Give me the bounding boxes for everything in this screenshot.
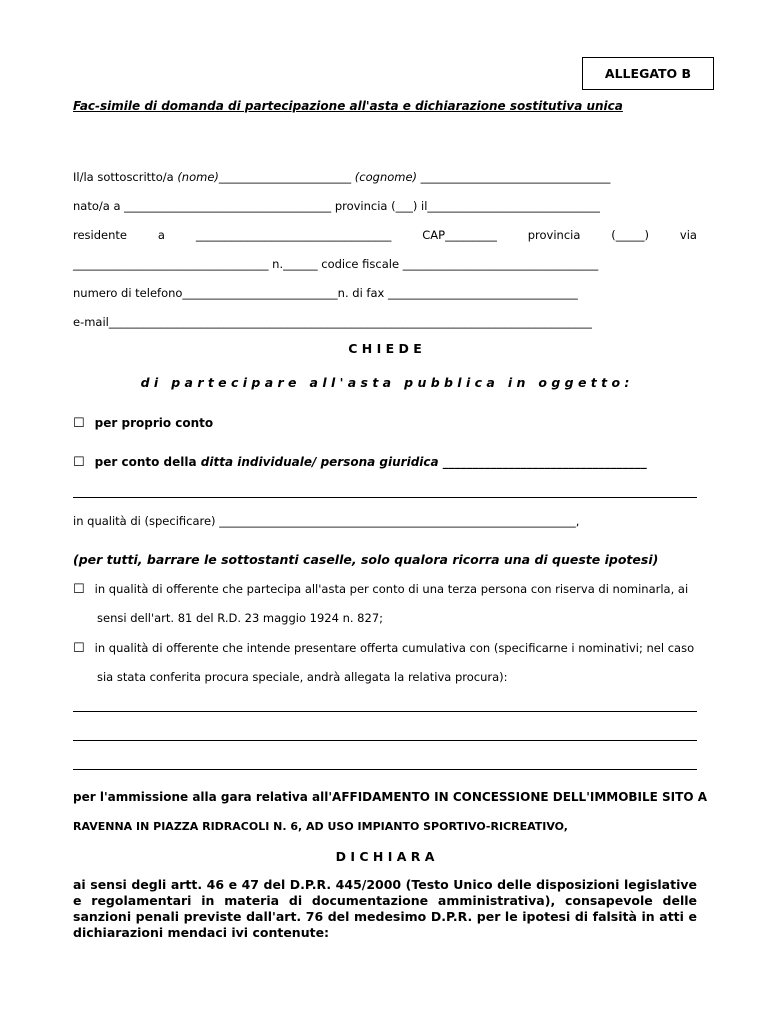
label-residente: residente [73,228,127,242]
field-row-qualita[interactable]: in qualità di (specificare) ______________________________________________________________, [73,514,580,528]
allegato-box [582,57,714,90]
ipotesi-item-2-text: in qualità di offerente che intende presentare offerta cumulativa con (specificarne i nominativi; nel caso [94,641,695,655]
field-row-codice-fiscale[interactable]: __________________________________ n.______ codice fiscale __________________________________ [73,257,599,271]
option-ditta-type: ditta individuale/ persona giuridica [200,455,439,469]
allegato-label: ALLEGATO B [604,66,692,81]
label-cognome: (cognome) [354,170,418,184]
field-row-email[interactable]: e-mail____________________________________________________________________________________ [73,315,592,329]
blank-line[interactable] [73,711,697,712]
blank-line[interactable] [73,740,697,741]
blank-provincia: (_____) [611,228,650,242]
checkbox-icon[interactable]: ☐ [73,582,85,597]
blank-nome: _______________________ [218,170,355,184]
ammissione-line-1: per l'ammissione alla gara relativa all'AFFIDAMENTO IN CONCESSIONE DELL'IMMOBILE SITO A [73,790,708,804]
ipotesi-item-2-cont: sia stata conferita procura speciale, andrà allegata la relativa procura): [97,670,508,684]
blank-cognome: _________________________________ [417,170,611,184]
option-proprio-conto[interactable] [73,416,213,431]
label-nome: (nome) [177,170,219,184]
ipotesi-heading: (per tutti, barrare le sottostanti caselle, solo qualora ricorra una di queste ipotesi) [73,552,659,567]
form-subtitle: Fac-simile di domanda di partecipazione all'asta e dichiarazione sostitutiva unica [73,99,623,113]
checkbox-icon[interactable]: ☐ [73,455,85,470]
option-proprio-label: per proprio conto [94,416,214,430]
dichiara-text: ai sensi degli artt. 46 e 47 del D.P.R. 445/2000 (Testo Unico delle disposizioni legislative e regolamentari in materia di documentazione amministrativa), consapevole delle sanzioni penali previste dall'art. 76 del medesimo D.P.R. per le ipotesi di falsità in atti e dichiarazioni mendaci ivi contenute: [73,877,697,940]
ipotesi-item-1-text: in qualità di offerente che partecipa all'asta per conto di una terza persona con riserva di nominarla, ai [94,582,689,596]
option-ditta[interactable] [73,455,647,470]
ipotesi-item-1[interactable] [73,582,688,597]
dichiara-title: D I C H I A R A [335,849,435,864]
label-cap: CAP_________ [422,228,497,242]
ammissione-line-2: RAVENNA IN PIAZZA RIDRACOLI N. 6, AD USO IMPIANTO SPORTIVO-RICREATIVO, [73,820,568,833]
blank-line[interactable] [73,497,697,498]
checkbox-icon[interactable]: ☐ [73,641,85,656]
field-row-nome[interactable] [73,170,610,184]
checkbox-icon[interactable]: ☐ [73,416,85,431]
option-ditta-label: per conto della [94,455,201,469]
ipotesi-item-2[interactable] [73,641,694,656]
field-row-nascita[interactable]: nato/a a ____________________________________ provincia (___) il______________________________ [73,199,600,213]
label-sottoscritto: Il/la sottoscritto/a [73,170,178,184]
chiede-title: C H I E D E [348,341,422,356]
label-via: via [679,228,697,242]
label-provincia: provincia [527,228,581,242]
blank-line[interactable] [73,769,697,770]
field-row-telefono[interactable]: numero di telefono___________________________n. di fax _________________________________ [73,286,578,300]
ipotesi-item-1-cont: sensi dell'art. 81 del R.D. 23 maggio 1924 n. 827; [97,611,384,625]
blank-residenza: __________________________________ [195,228,392,242]
blank-ditta: __________________________________ [438,455,647,469]
label-a: a [157,228,165,242]
field-row-residenza[interactable] [73,228,697,242]
chiede-subtitle: d i p a r t e c i p a r e a l l ' a s t a p u b b l i c a i n o g g e t t o : [140,375,630,390]
